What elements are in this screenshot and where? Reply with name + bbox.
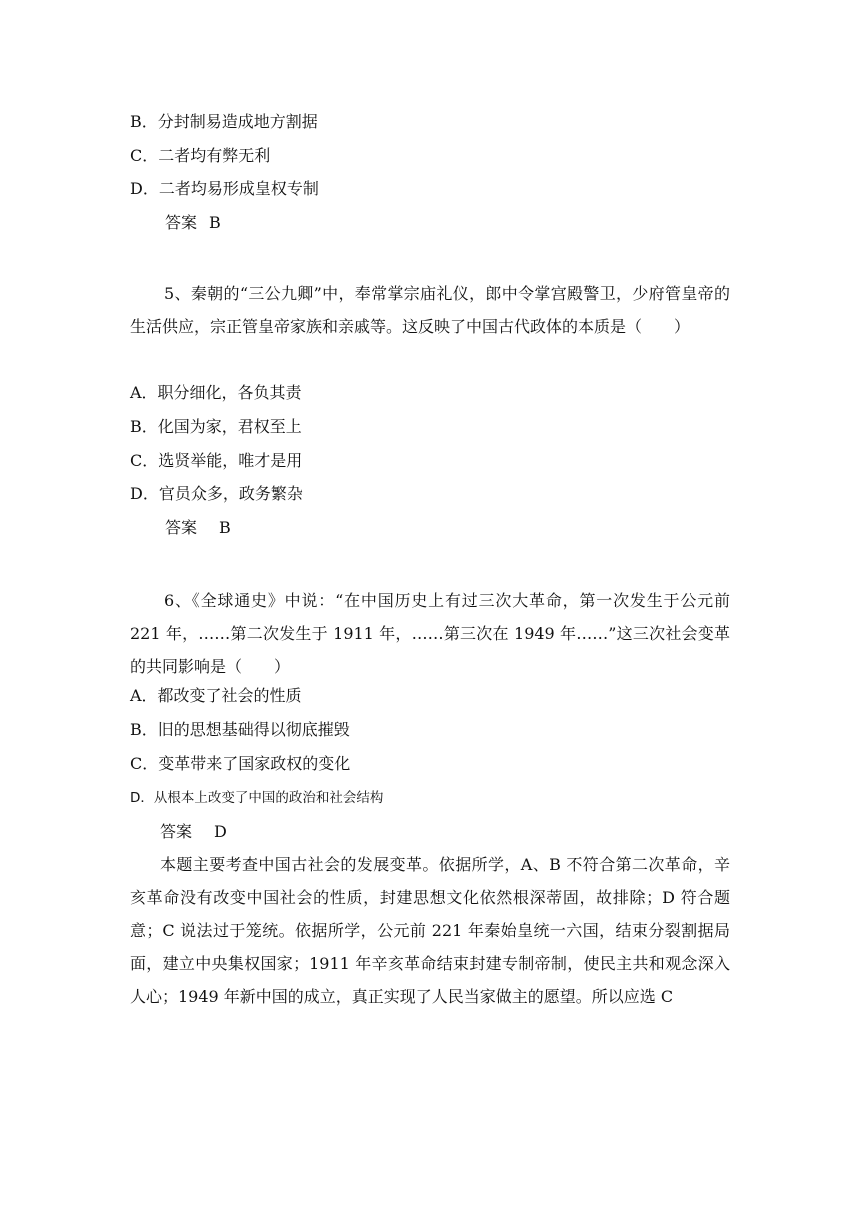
q6-option-a: A．都改变了社会的性质	[130, 686, 302, 705]
q6-stem-block	[130, 584, 730, 683]
q6-explanation	[130, 848, 730, 1013]
q6-stem: 6、《全球通史》中说：“在中国历史上有过三次大革命，第一次发生于公元前 221 年，……第二次发生于 1911 年，……第三次在 1949 年……”这三次社会变革的共同影响是（ ）	[130, 591, 730, 676]
q4-answer	[165, 211, 221, 235]
q4-option-c: C．二者均有弊无利	[130, 146, 271, 165]
answer-value: B	[219, 518, 231, 537]
answer-label: 答案	[165, 518, 198, 537]
q5-stem: 5、秦朝的“三公九卿”中，奉常掌宗庙礼仪，郎中令掌宫殿警卫，少府管皇帝的生活供应，宗正管皇帝家族和亲戚等。这反映了中国古代政体的本质是（ ）	[130, 284, 730, 336]
explanation-text: 本题主要考查中国古社会的发展变革。依据所学，A、B 不符合第二次革命，辛亥革命没有改变中国社会的性质，封建思想文化依然根深蒂固，故排除；D 符合题意；C 说法过于笼统。依据所学，公元前 221 年秦始皇统一六国，结束分裂割据局面，建立中央集权国家；1911 年辛亥革命结束封建专制帝制，使民主共和观念深入人心；1949 年新中国的成立，真正实现了人民当家做主的愿望。所以应选 C	[130, 855, 730, 1006]
q5-option-b: B．化国为家，君权至上	[130, 417, 302, 436]
q6-answer	[160, 820, 227, 844]
q6-option-c: C．变革带来了国家政权的变化	[130, 754, 351, 773]
answer-value: D	[214, 822, 227, 841]
answer-label: 答案	[165, 213, 198, 232]
answer-value: B	[209, 213, 221, 232]
q4-option-d: D．二者均易形成皇权专制	[130, 179, 319, 198]
q5-stem-block	[130, 277, 730, 343]
q4-option-b: B．分封制易造成地方割据	[130, 112, 318, 131]
q5-option-d: D．官员众多，政务繁杂	[130, 484, 303, 503]
answer-label: 答案	[160, 822, 193, 841]
q6-option-b: B．旧的思想基础得以彻底摧毁	[130, 720, 350, 739]
q6-option-d: D．从根本上改变了中国的政治和社会结构	[130, 790, 384, 806]
q5-option-c: C．选贤举能，唯才是用	[130, 451, 303, 470]
q5-answer	[165, 516, 231, 540]
q5-option-a: A．职分细化，各负其责	[130, 383, 302, 402]
